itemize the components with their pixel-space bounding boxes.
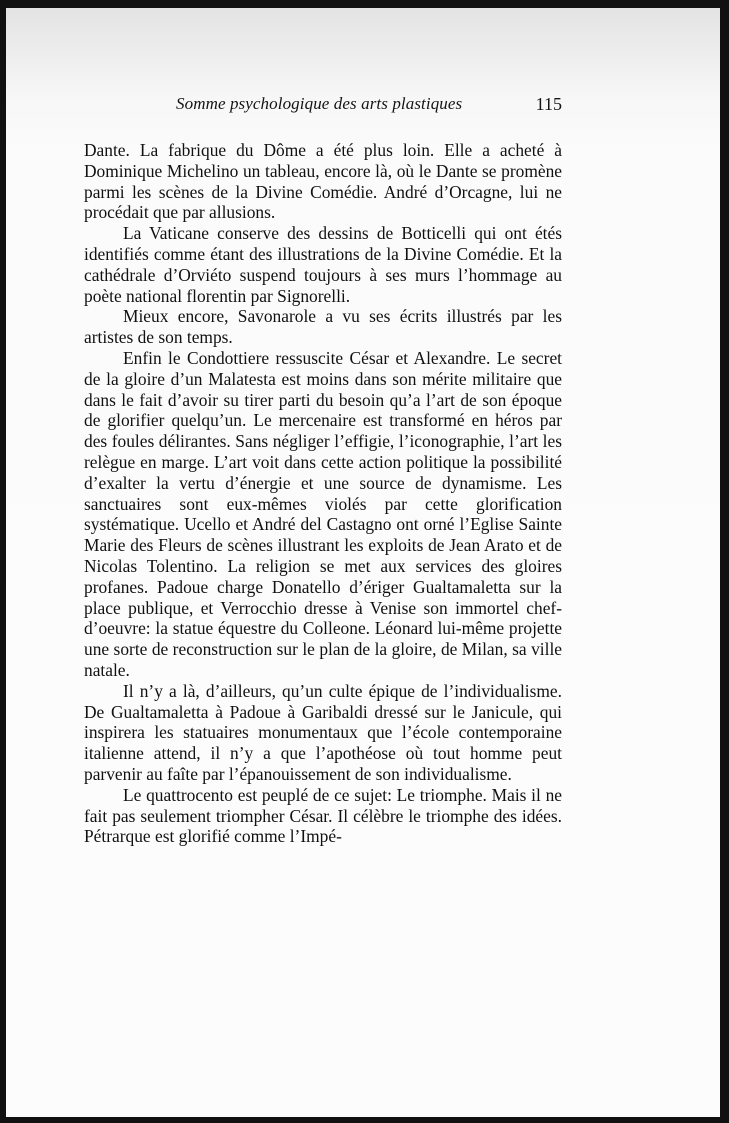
body-text (84, 140, 562, 847)
paragraph-1: Dante. La fabrique du Dôme a été plus loin. Elle a acheté à Dominique Michelino un tableau, encore là, où le Dante se promène parmi les scènes de la Divine Comédie. André d’Orcagne, lui ne procédait que par allusions. (84, 140, 562, 223)
running-title: Somme psychologique des arts plastiques (176, 94, 463, 113)
paragraph-4: Enfin le Condottiere ressuscite César et Alexandre. Le secret de la gloire d’un Malatesta est moins dans son mérite militaire que dans le fait d’avoir su tirer parti du besoin qu’a l’art de son époque de glorifier quelqu’un. Le mercenaire est transformé en héros par des foules délirantes. Sans négliger l’effigie, l’iconographie, l’art les relègue en marge. L’art voit dans cette action politique la possibilité d’exalter la vertu d’énergie et une source de dynamisme. Les sanctuaires sont eux-mêmes violés par cette glorification systématique. Ucello et André del Castagno ont orné l’Eglise Sainte Marie des Fleurs de scènes illustrant les exploits de Jean Arato et de Nicolas Tolentino. La religion se met aux services des gloires profanes. Padoue charge Donatello d’ériger Gualtamaletta sur la place publique, et Verrocchio dresse à Venise son immortel chef-d’oeuvre: la statue équestre du Colleone. Léonard lui-même projette une sorte de reconstruction sur le plan de la gloire, de Milan, sa ville natale. (84, 347, 562, 680)
running-head (176, 94, 562, 118)
paragraph-5: Il n’y a là, d’ailleurs, qu’un culte épique de l’individualisme. De Gualtamaletta à Padoue à Garibaldi dressé sur le Janicule, qui inspirera les statuaires monumentaux que l’école contemporaine italienne attend, il n’y a que l’apothéose où tout homme peut parvenir au faîte par l’épanouissement de son individualisme. (84, 680, 562, 784)
paragraph-2: La Vaticane conserve des dessins de Botticelli qui ont étés identifiés comme étant des illustrations de la Divine Comédie. Et la cathédrale d’Orviéto suspend toujours à ses murs l’hommage au poète national florentin par Signorelli. (84, 223, 562, 306)
page-number: 115 (535, 94, 562, 114)
paragraph-6: Le quattrocento est peuplé de ce sujet: Le triomphe. Mais il ne fait pas seulement triompher César. Il célèbre le triomphe des idées. Pétrarque est glorifié comme l’Impé- (84, 784, 562, 847)
paragraph-3: Mieux encore, Savonarole a vu ses écrits illustrés par les artistes de son temps. (84, 306, 562, 348)
